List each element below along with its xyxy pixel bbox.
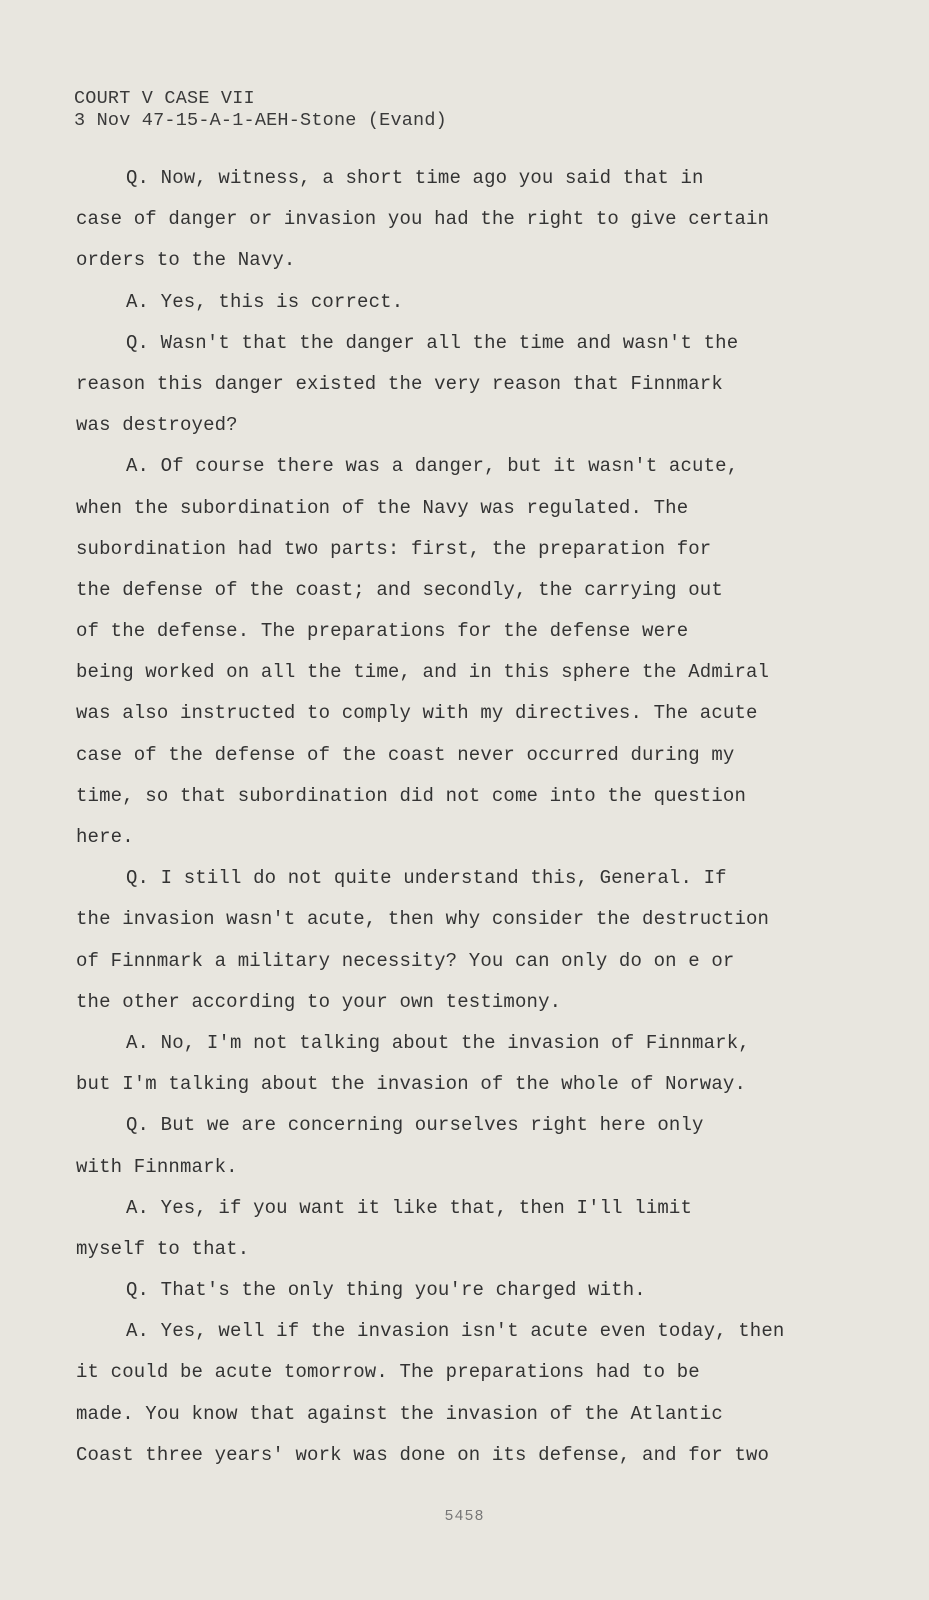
header-date-reference: 3 Nov 47-15-A-1-AEH-Stone (Evand) bbox=[74, 110, 447, 131]
transcript-line: Q. Now, witness, a short time ago you said that in bbox=[126, 167, 704, 189]
document-header bbox=[74, 88, 447, 132]
transcript-line: reason this danger existed the very reason that Finnmark bbox=[76, 372, 723, 395]
transcript-line: A. Yes, this is correct. bbox=[126, 290, 404, 313]
transcript-line: myself to that. bbox=[76, 1237, 250, 1260]
transcript-line: the invasion wasn't acute, then why consider the destruction bbox=[76, 908, 770, 931]
transcript-line: being worked on all the time, and in this sphere the Admiral bbox=[76, 661, 770, 684]
transcript-line: of the defense. The preparations for the defense were bbox=[76, 620, 689, 643]
transcript-line: A. Yes, if you want it like that, then I'll limit bbox=[126, 1196, 693, 1219]
transcript-line: A. No, I'm not talking about the invasion of Finnmark, bbox=[126, 1031, 750, 1054]
transcript-line: of Finnmark a military necessity? You can only do on e or bbox=[76, 949, 735, 972]
transcript-line: when the subordination of the Navy was regulated. The bbox=[76, 496, 689, 519]
transcript-line: A. Yes, well if the invasion isn't acute even today, then bbox=[126, 1320, 785, 1343]
transcript-line: case of the defense of the coast never occurred during my bbox=[76, 743, 735, 766]
transcript-line: was destroyed? bbox=[76, 414, 238, 437]
transcript-line: time, so that subordination did not come into the question bbox=[76, 784, 747, 807]
transcript-line: Q. That's the only thing you're charged with. bbox=[126, 1279, 646, 1302]
transcript-line: here. bbox=[76, 826, 134, 848]
transcript-line: the other according to your own testimony. bbox=[76, 990, 562, 1013]
transcript-line: orders to the Navy. bbox=[76, 249, 296, 272]
transcript-line: made. You know that against the invasion of the Atlantic bbox=[76, 1402, 723, 1425]
page-number: 5458 bbox=[444, 1508, 485, 1525]
transcript-line: the defense of the coast; and secondly, the carrying out bbox=[76, 578, 723, 601]
header-court-case: COURT V CASE VII bbox=[74, 88, 255, 109]
transcript-line: with Finnmark. bbox=[76, 1155, 238, 1178]
transcript-line: but I'm talking about the invasion of the whole of Norway. bbox=[76, 1073, 747, 1096]
transcript-line: was also instructed to comply with my directives. The acute bbox=[76, 702, 758, 725]
transcript-line: it could be acute tomorrow. The preparations had to be bbox=[76, 1361, 700, 1384]
transcript-line: subordination had two parts: first, the preparation for bbox=[76, 537, 712, 560]
transcript-line: A. Of course there was a danger, but it wasn't acute, bbox=[126, 455, 739, 478]
transcript-line: Q. Wasn't that the danger all the time and wasn't the bbox=[126, 331, 739, 354]
transcript-line: case of danger or invasion you had the right to give certain bbox=[76, 208, 770, 231]
transcript-body bbox=[76, 158, 876, 1476]
transcript-line: Coast three years' work was done on its defense, and for two bbox=[76, 1443, 770, 1466]
transcript-line: Q. I still do not quite understand this, General. If bbox=[126, 867, 727, 890]
transcript-line: Q. But we are concerning ourselves right here only bbox=[126, 1114, 704, 1137]
